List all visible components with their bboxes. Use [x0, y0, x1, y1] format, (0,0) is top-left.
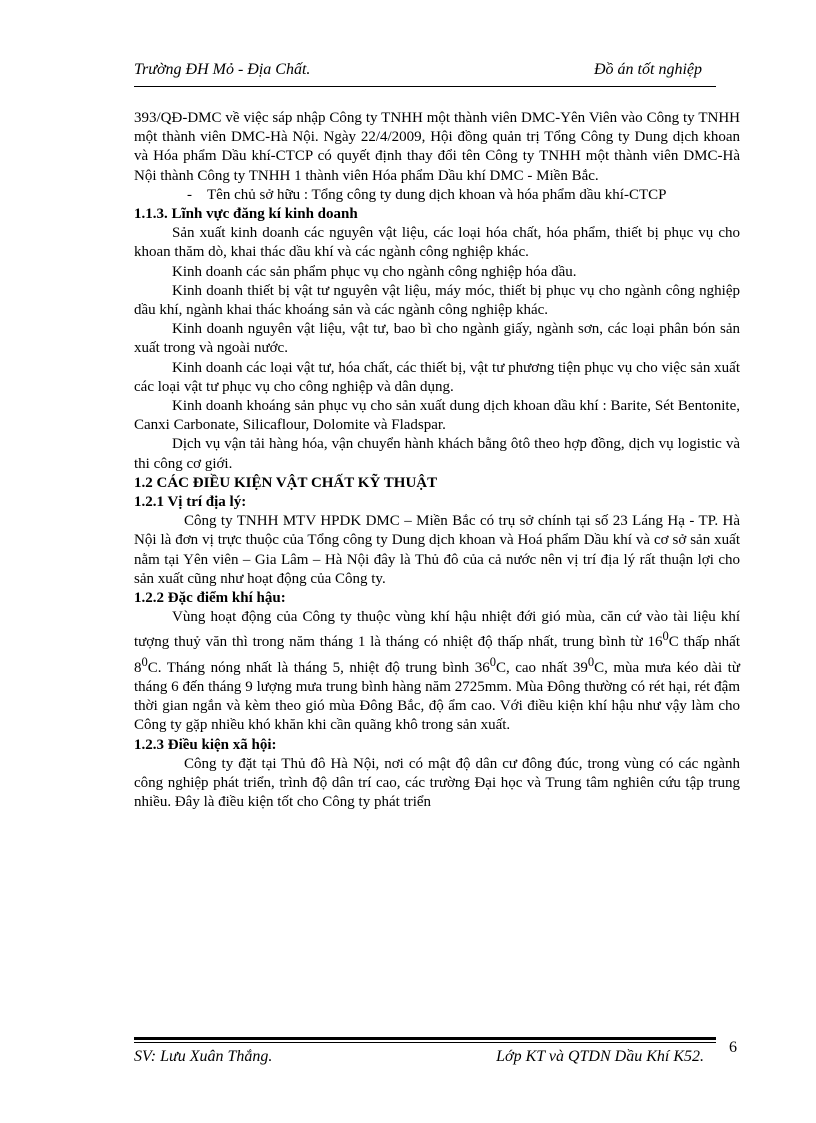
footer-rule-thick	[134, 1037, 716, 1040]
paragraph-business-3: Kinh doanh thiết bị vật tư nguyên vật liệu, máy móc, thiết bị phục vụ cho ngành công nghiệp dầu khí, ngành khai thác khoáng sản và các ngành công nghiệp khác.	[134, 282, 740, 319]
bullet-dash: -	[187, 186, 192, 203]
degree-mark: 0	[587, 654, 595, 669]
degree-mark: 0	[489, 654, 496, 669]
climate-text-1: Vùng hoạt động của Công ty thuộc vùng khí hậu nhiệt đới gió mùa, căn cứ vào tài liệu khí tượng thuỷ văn thì trong năm tháng 1 là tháng có nhiệt độ thấp nhất, trung bình từ 16	[134, 609, 740, 651]
page-number: 6	[729, 1039, 737, 1056]
paragraph-society: Công ty đặt tại Thủ đô Hà Nội, nơi có mật độ dân cư đông đúc, trong vùng có các ngành công nghiệp phát triển, trình độ dân trí cao, các trường Đại học và Trung tâm nghiên cứu tập trung nhiều. Đây là điều kiện tốt cho Công ty phát triển	[134, 755, 740, 811]
heading-1-2: 1.2 CÁC ĐIỀU KIỆN VẬT CHẤT KỸ THUẬT	[134, 474, 438, 491]
climate-text-4: C, cao nhất 39	[495, 659, 588, 676]
climate-text-2: C thấp nhất 8	[134, 634, 741, 676]
climate-text-3: C. Tháng nóng nhất là tháng 5, nhiệt độ trung bình 36	[147, 659, 490, 676]
bullet-owner-text: Tên chủ sở hữu : Tổng công ty dung dịch khoan và hóa phẩm dầu khí-CTCP	[207, 186, 667, 203]
paragraph-business-5: Kinh doanh các loại vật tư, hóa chất, các thiết bị, vật tư phương tiện phục vụ cho việc sản xuất các loại vật tư phục vụ cho công nghiệp và dân dụng.	[134, 359, 740, 395]
paragraph-merger: 393/QĐ-DMC về việc sáp nhập Công ty TNHH một thành viên DMC-Yên Viên vào Công ty TNHH một thành viên DMC-Hà Nội. Ngày 22/4/2009, Hội đồng quản trị Tổng Công ty Dung dịch khoan và Hóa phẩm Dầu khí-CTCP có quyết định thay đổi tên Công ty TNHH một thành viên DMC-Hà Nội thành Công ty TNHH 1 thành viên Hóa phẩm Dầu khí DMC - Miền Bắc.	[134, 110, 740, 184]
footer-rule-thin	[134, 1042, 716, 1043]
page-body	[134, 109, 740, 812]
heading-1-2-2: 1.2.2 Đặc điểm khí hậu:	[134, 590, 286, 607]
heading-1-1-3: 1.1.3. Lĩnh vực đăng kí kinh doanh	[134, 206, 358, 223]
paragraph-location: Công ty TNHH MTV HPDK DMC – Miền Bắc có trụ sở chính tại số 23 Láng Hạ - TP. Hà Nội là đơn vị trực thuộc của Tổng công ty Dung dịch khoan và Hoá phẩm Dầu khí và cơ sở sản xuất nằm tại Yên viên – Gia Lâm – Hà Nội đây là Thủ đô của cả nước nên vị trí địa lý rất thuận lợi cho sản xuất cũng như hoạt động của Công ty.	[134, 513, 740, 587]
footer-class: Lớp KT và QTDN Dầu Khí K52.	[496, 1048, 704, 1065]
bullet-owner	[187, 186, 740, 205]
paragraph-business-4: Kinh doanh nguyên vật liệu, vật tư, bao bì cho ngành giấy, ngành sơn, các loại phân bón sản xuất trong và ngoài nước.	[134, 321, 740, 357]
paragraph-business-1: Sản xuất kinh doanh các nguyên vật liệu, các loại hóa chất, hóa phẩm, thiết bị phục vụ cho khoan thăm dò, khai thác dầu khí và các ngành công nghiệp khác.	[134, 225, 740, 261]
degree-mark: 0	[662, 629, 669, 644]
footer-student: SV: Lưu Xuân Thắng.	[134, 1048, 273, 1065]
heading-1-2-3: 1.2.3 Điều kiện xã hội:	[134, 736, 277, 753]
paragraph-business-6: Kinh doanh khoáng sản phục vụ cho sản xuất dung dịch khoan dầu khí : Barite, Sét Bentonite, Canxi Carbonate, Silicaflour, Dolomite và Fladspar.	[134, 398, 740, 434]
climate-text-5: C, mùa mưa kéo dài từ tháng 6 đến tháng 9 lượng mưa trung bình hàng năm 2725mm. Mùa Đông thường có rét hại, rét đậm thời gian ngắn và kèm theo gió mùa Đông Bắc, độ ẩm cao. Với điều kiện khí hậu như vậy làm cho Công ty gặp nhiều khó khăn khi cần quãng khô trong sản xuất.	[134, 659, 740, 734]
header-rule	[134, 86, 716, 87]
degree-mark: 0	[141, 654, 148, 669]
paragraph-business-7: Dịch vụ vận tải hàng hóa, vận chuyển hành khách bằng ôtô theo hợp đồng, dịch vụ logistic và thi công cơ giới.	[134, 436, 740, 472]
heading-1-2-1: 1.2.1 Vị trí địa lý:	[134, 494, 247, 511]
paragraph-climate	[134, 608, 740, 735]
header-doc-type: Đồ án tốt nghiệp	[594, 61, 702, 78]
header-school: Trường ĐH Mỏ - Địa Chất.	[134, 61, 311, 78]
paragraph-business-2: Kinh doanh các sản phẩm phục vụ cho ngành công nghiệp hóa dầu.	[172, 263, 577, 280]
